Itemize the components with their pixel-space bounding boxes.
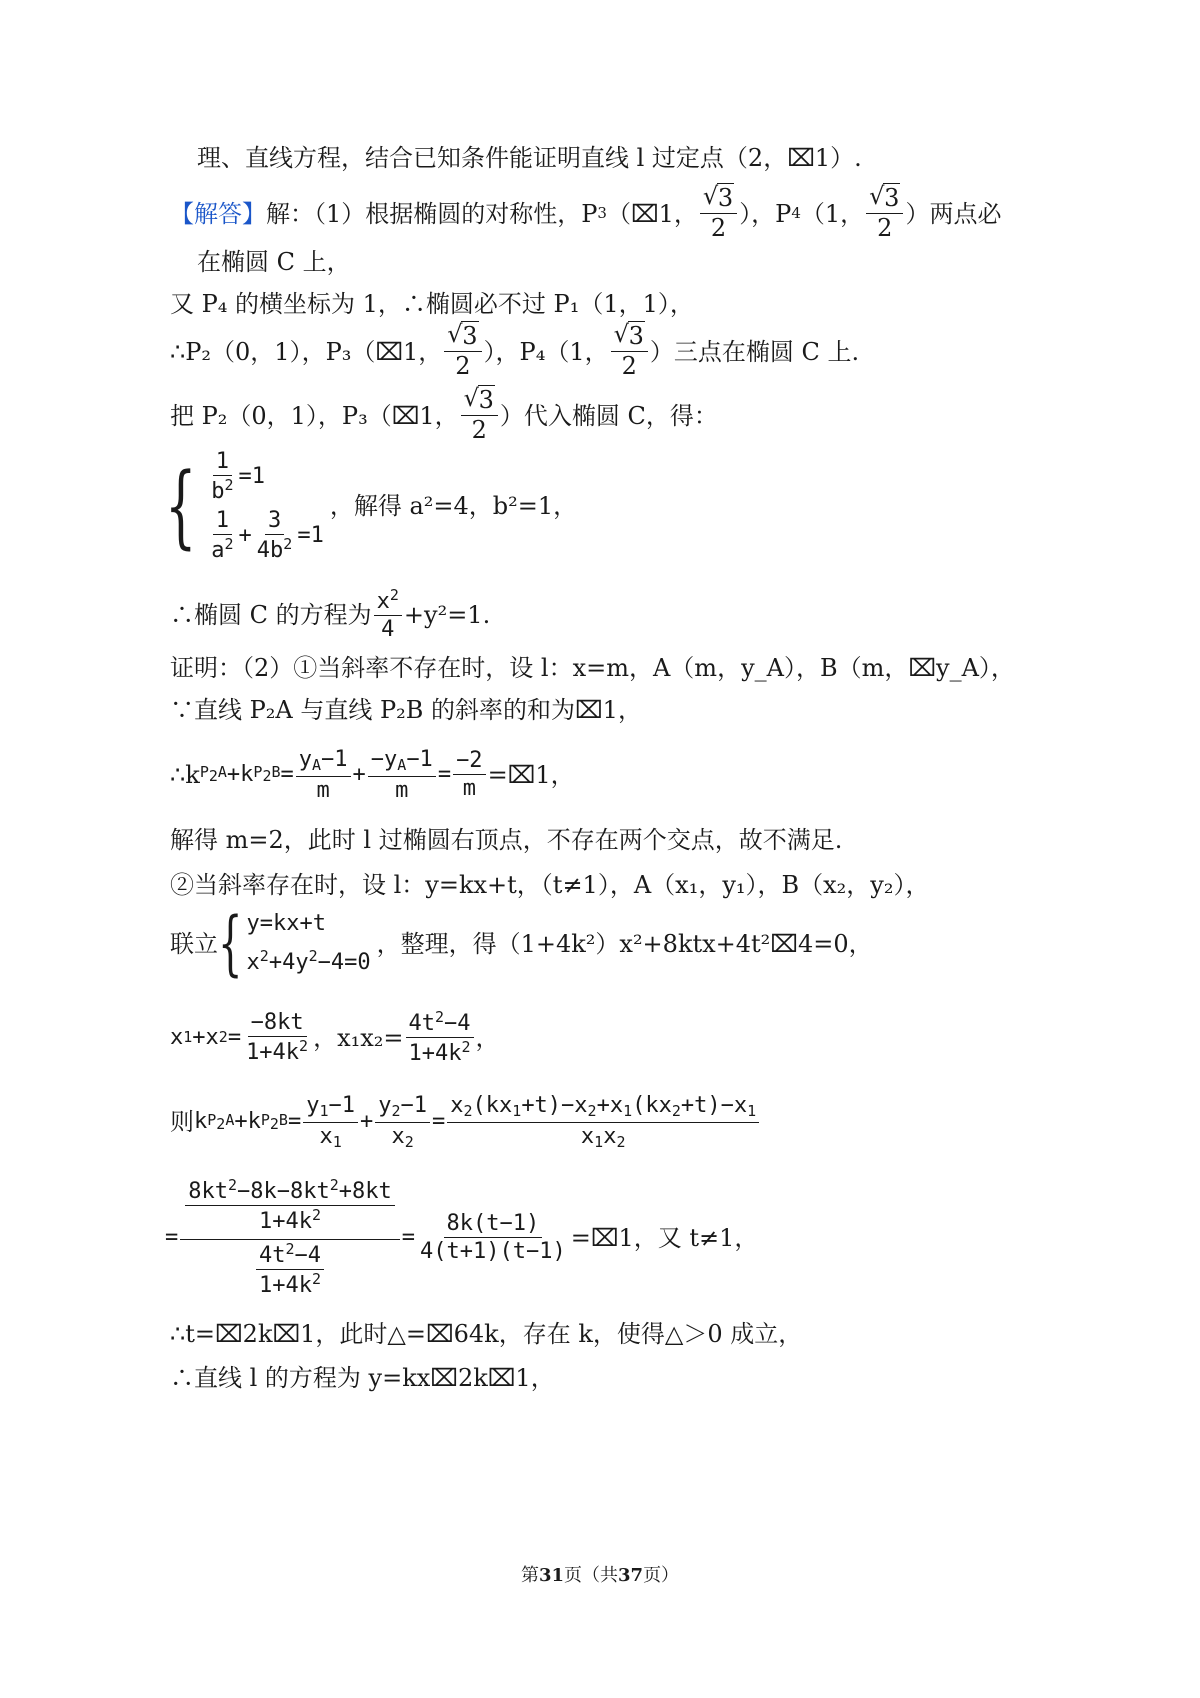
footer-mid: 页（共 — [564, 1565, 618, 1586]
equation-system-1 — [165, 450, 577, 562]
page-number: 31 — [538, 1565, 564, 1586]
conclusion-text: ∴t=⌧2k⌧1，此时△=⌧64k，存在 k，使得△＞0 成立， — [170, 1320, 803, 1348]
conclusion-line-1 — [170, 1322, 802, 1346]
simultaneous-line — [170, 902, 873, 984]
proof-line-4 — [170, 873, 929, 897]
fraction-sqrt3-over-2: √ $\frac{3}{2}$ — [611, 324, 648, 379]
proof-line-2 — [170, 698, 642, 722]
text-fragment: 把 P₂（0，1），P₃（⌧1， — [170, 401, 459, 430]
text-fragment: （1， — [800, 199, 865, 228]
text-fragment: 则 — [170, 1108, 194, 1137]
text-fragment: =⌧1， — [487, 760, 575, 789]
sqrt-icon: √ 3 — [447, 324, 478, 349]
sqrt-icon: √ 3 — [703, 186, 734, 211]
system-rows: $\frac{1}{b^2}$ =1 $\frac{1}{a^2}$ + $\frac{3}{4b^2}$ =1 — [211, 449, 324, 564]
fraction-sqrt3-over-2: √ $\frac{3}{2}$ — [461, 388, 498, 443]
text-fragment: ， — [475, 1023, 500, 1052]
sum-expression: x 1 +x 2 = $\frac{-8kt}{1+4k^2}$ — [170, 1010, 309, 1066]
conclusion-line-2 — [170, 1366, 555, 1390]
line-4-text: 又 P₄ 的横坐标为 1，∴椭圆必不过 P₁（1，1）， — [170, 290, 694, 318]
slope-expression: $P_2A$ +k $P_2B$ = $\frac{y_A-1}{m}$ + $\frac{-y_A-1}{m}$ = $\frac{-2}{m}$ — [200, 748, 488, 802]
fraction-x2-over-4: $\frac{x^2}{4}$ — [374, 588, 402, 641]
conclusion-text: ∴直线 l 的方程为 y=kx⌧2k⌧1， — [170, 1364, 555, 1392]
subscript: 4 — [791, 204, 801, 223]
ellipse-equation-line — [170, 588, 490, 641]
sqrt-icon: √ 3 — [614, 324, 645, 349]
text-fragment: ，x₁x₂= — [313, 1023, 404, 1052]
text-fragment: ）三点在椭圆 C 上. — [649, 337, 860, 366]
compound-expression: = $\frac{\frac{8kt^2-8k-8kt^2+8kt}{1+4k^2}}{\frac{4t^2-4}{1+4k^2}}$ = $\frac{8k(t-1)}{4(t+1)(t-1)}$ — [165, 1176, 566, 1299]
vieta-line — [170, 1010, 500, 1065]
text-fragment: ）代入椭圆 C，得： — [499, 401, 718, 430]
proof-text: 解得 m=2，此时 l 过椭圆右顶点，不存在两个交点，故不满足. — [170, 826, 843, 854]
text-fragment: ），P₄（1， — [483, 337, 609, 366]
page-footer — [0, 1561, 1200, 1587]
fraction-sqrt3-over-2: √ $\frac{3}{2}$ — [444, 324, 481, 379]
proof-text: 证明：（2）①当斜率不存在时，设 l：x=m，A（m，y_A），B（m，⌧y_A）， — [170, 654, 1015, 682]
slope-sum-line — [170, 748, 575, 802]
answer-tag: 【解答】 — [170, 199, 266, 228]
brace-icon: { — [218, 902, 243, 984]
fraction-sqrt3-over-2: √ $\frac{3}{2}$ — [866, 186, 903, 241]
proof-line-1 — [170, 656, 1015, 680]
line-3-text: 在椭圆 C 上， — [197, 248, 351, 276]
compound-fraction-line — [165, 1178, 758, 1297]
subscript: 3 — [597, 204, 607, 223]
brace-icon: { — [165, 453, 197, 559]
text-fragment: 联立 — [170, 929, 218, 958]
text-line-1 — [197, 146, 862, 170]
text-fragment: ∴椭圆 C 的方程为 — [170, 600, 372, 629]
system-1-result: ，解得 a²=4，b²=1， — [329, 492, 578, 521]
answer-header-line — [170, 186, 1001, 241]
text-fragment: ），P — [739, 199, 792, 228]
sqrt-icon: √ 3 — [464, 388, 495, 413]
text-line-5 — [170, 324, 859, 379]
footer-pre: 第 — [520, 1565, 539, 1586]
slope-sum-expand-line — [170, 1094, 761, 1151]
text-fragment: ，整理，得（1+4k²）x²+8ktx+4t²⌧4=0， — [376, 929, 873, 958]
text-line-3 — [197, 250, 351, 274]
text-fragment: =⌧1，又 t≠1， — [570, 1223, 759, 1252]
answer-intro: 解：（1）根据椭圆的对称性，P — [266, 199, 598, 228]
page-total: 37 — [618, 1565, 644, 1586]
proof-line-3 — [170, 828, 842, 852]
sqrt-icon: √ 3 — [869, 186, 900, 211]
text-fragment: ）两点必 — [905, 199, 1002, 228]
proof-text: ②当斜率存在时，设 l：y=kx+t，（t≠1），A（x₁，y₁），B（x₂，y₂）， — [170, 871, 930, 899]
text-fragment: ∴P₂（0，1），P₃（⌧1， — [170, 337, 443, 366]
line-1-text: 理、直线方程，结合已知条件能证明直线 l 过定点（2，⌧1）. — [197, 144, 862, 172]
text-line-6 — [170, 388, 718, 443]
text-fragment: +y²=1. — [403, 600, 491, 629]
footer-post: 页） — [643, 1565, 680, 1586]
slope-expand-expression: k $P_2A$ +k $P_2B$ = $\frac{y_1-1}{x_1}$ + $\frac{y_2-1}{x_2}$ = $\frac{x_2(kx_1+t)-x_2+x_1(kx_2+t)-x_1}{x_1x_2}$ — [194, 1094, 761, 1151]
text-fragment: （⌧1， — [606, 199, 698, 228]
system-rows: y=kx+t $x^2+4y^2-4=0$ — [246, 911, 371, 975]
product-fraction: $\frac{4t^2-4}{1+4k^2}$ — [406, 1010, 474, 1065]
text-fragment: ∴k — [170, 760, 200, 789]
proof-text: ∵直线 P₂A 与直线 P₂B 的斜率的和为⌧1， — [170, 696, 642, 724]
fraction-sqrt3-over-2: √ $\frac{3}{2}$ — [700, 186, 737, 241]
text-line-4 — [170, 292, 694, 316]
